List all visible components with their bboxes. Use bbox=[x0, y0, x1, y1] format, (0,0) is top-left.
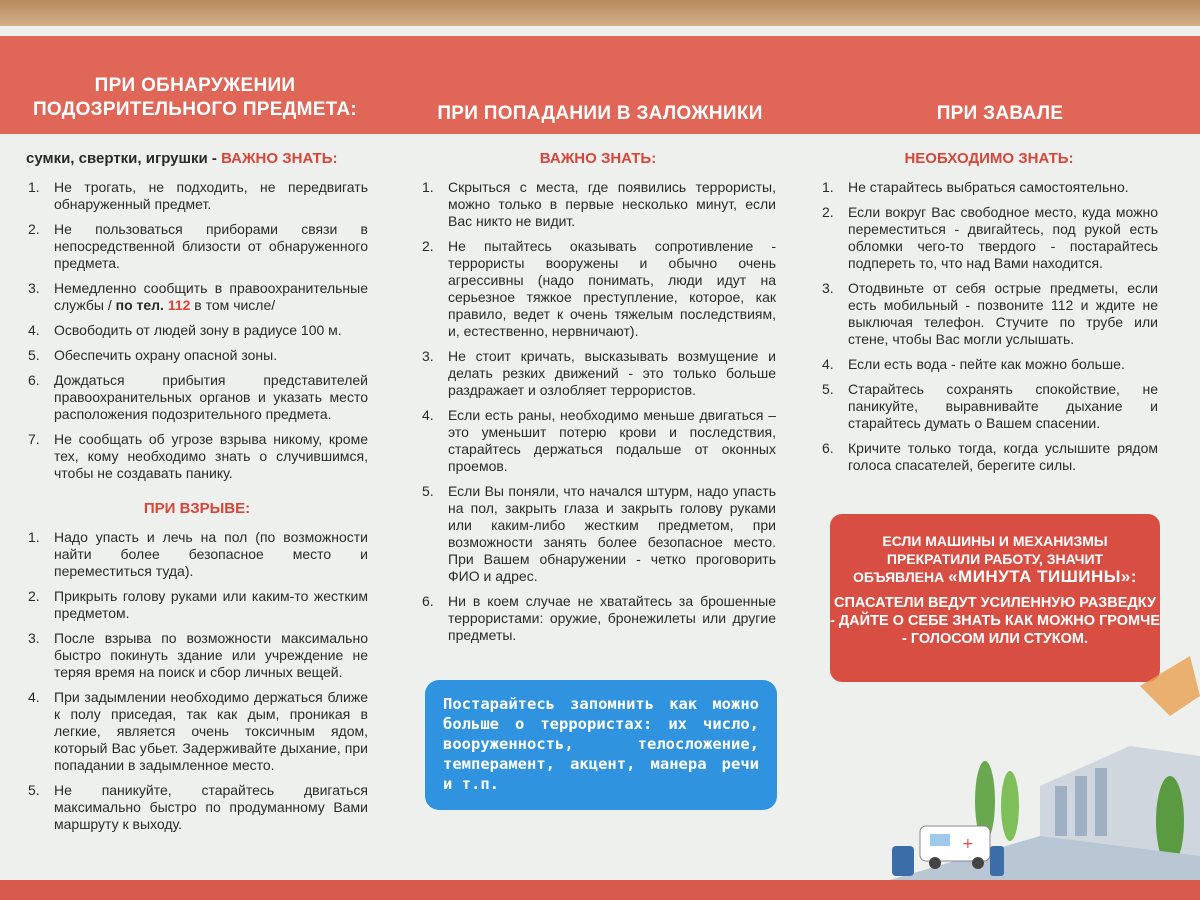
list-item: 2. Если вокруг Вас свободное место, куда можно переместиться - двигайтесь, под рукой есть обломки чего-то твердого - постарайтесь подпереть то, что над Вами находится. bbox=[822, 204, 1158, 271]
leaflet bbox=[0, 26, 1200, 900]
list-item: 2. Не пытайтесь оказывать сопротивление - террористы вооружены и обычно очень агрессивны (надо понимать, люди идут на серьезное тяжкое преступление, которое, как правило, ведет к очень тяжелым последствиям, и, естественно, нервничают). bbox=[422, 238, 776, 339]
col1-intro-highlight: ВАЖНО ЗНАТЬ: bbox=[221, 150, 338, 167]
col3-title: ПРИ ЗАВАЛЕ bbox=[936, 103, 1064, 124]
fire-icon bbox=[1140, 656, 1200, 716]
red-box-line3: ОБЪЯВЛЕНА «МИНУТА ТИШИНЫ»: bbox=[852, 567, 1138, 586]
list-item: 3. Отодвиньте от себя острые предметы, если есть мобильный - позвоните 112 и ждите не выключая телефон. Стучите по трубе или стене, чтобы Вас могли услышать. bbox=[822, 280, 1158, 347]
list-item: 3. Немедленно сообщить в правоохранительные службы / по тел. 112 в том числе/ bbox=[28, 280, 368, 313]
list-item: 5. Не паникуйте, старайтесь двигаться максимально быстро по продуманному Вами маршруту к выходу. bbox=[28, 782, 368, 832]
list-item: 4. Освободить от людей зону в радиусе 100 м. bbox=[28, 322, 342, 338]
list-item: 3. Не стоит кричать, высказывать возмущение и делать резких движений - это только больше раздражает и озлобляет террористов. bbox=[422, 348, 776, 398]
col2-subhead: ВАЖНО ЗНАТЬ: bbox=[539, 150, 657, 167]
rescue-scene-illustration bbox=[890, 656, 1200, 880]
list-item: 3. После взрыва по возможности максимально быстро покинуть здание или учреждение не теряя время на поиск и сбор личных вещей. bbox=[28, 630, 368, 680]
list-item: 5. Старайтесь сохранять спокойствие, не паникуйте, выравнивайте дыхание и старайтесь думать о Вашем спасении. bbox=[822, 381, 1158, 431]
explosion-title: ПРИ ВЗРЫВЕ: bbox=[143, 500, 251, 517]
svg-text:+: + bbox=[962, 836, 974, 852]
list-item: 4. Если есть раны, необходимо меньше двигаться – это уменьшит потерю крови и последствия, старайтесь держаться подальше от оконных проемов. bbox=[422, 407, 776, 474]
red-box-rescuers-text: СПАСАТЕЛИ ВЕДУТ УСИЛЕННУЮ РАЗВЕДКУ - ДАЙТЕ О СЕБЕ ЗНАТЬ КАК МОЖНО ГРОМЧЕ - ГОЛОСОМ ИЛИ СТУКОМ. bbox=[830, 595, 1160, 647]
header-band bbox=[0, 36, 1200, 134]
red-box-line2: ПРЕКРАТИЛИ РАБОТУ, ЗНАЧИТ bbox=[886, 551, 1104, 567]
explosion-list bbox=[26, 529, 368, 833]
tree-icon bbox=[1001, 771, 1019, 841]
list-item: 6. Кричите только тогда, когда услышите рядом голоса спасателей, берегите силы. bbox=[822, 440, 1158, 473]
column-collapse bbox=[820, 150, 1158, 482]
list-item: 5. Обеспечить охрану опасной зоны. bbox=[28, 347, 278, 363]
list-item: 4. При задымлении необходимо держаться ближе к полу приседая, так как дым, проникая в легкие, является очень токсичным ядом, который Вас убьет. Задерживайте дыхание, при попадании в задымленное место. bbox=[28, 689, 368, 773]
list-item: 1. Не трогать, не подходить, не передвигать обнаруженный предмет. bbox=[28, 179, 368, 212]
list-item: 1. Не старайтесь выбраться самостоятельно. bbox=[822, 179, 1129, 195]
col2-title: ПРИ ПОПАДАНИИ В ЗАЛОЖНИКИ bbox=[437, 103, 763, 124]
col3-list bbox=[820, 179, 1158, 474]
bottom-band bbox=[0, 880, 1200, 900]
list-item: 7. Не сообщать об угрозе взрыва никому, кроме тех, кому необходимо знать о случившимся, чтобы не создавать панику. bbox=[28, 431, 368, 481]
list-item: 2. Не пользоваться приборами связи в непосредственной близости от обнаруженного предмета. bbox=[28, 221, 368, 271]
rescuer-icon bbox=[892, 846, 914, 876]
list-item: 4. Если есть вода - пейте как можно больше. bbox=[822, 356, 1125, 372]
list-item: 5. Если Вы поняли, что начался штурм, надо упасть на пол, закрыть глаза и закрыть голову руками или каким-либо жестким предметом, при возможности занять более безопасное место. При Вашем обнаружении - четко проговорить ФИО и адрес. bbox=[422, 483, 776, 584]
remember-terrorists-box: Постарайтесь запомнить как можно больше о террористах: их число, вооруженность, телосложение, темперамент, акцент, манера речи и т.п. bbox=[425, 680, 777, 810]
column-suspicious-object bbox=[26, 150, 368, 841]
list-item: 6. Дождаться прибытия представителей правоохранительных органов и указать место расположения подозрительного предмета. bbox=[28, 372, 368, 422]
col2-list bbox=[420, 179, 776, 644]
col1-intro-prefix: сумки, свертки, игрушки - bbox=[26, 150, 222, 167]
column-hostages bbox=[420, 150, 776, 652]
red-box-line1: ЕСЛИ МАШИНЫ И МЕХАНИЗМЫ bbox=[882, 533, 1108, 549]
rescuer-icon bbox=[990, 846, 1004, 876]
list-item: 6. Ни в коем случае не хватайтесь за брошенные террористами: оружие, бронежилеты или другие предметы. bbox=[422, 593, 776, 643]
col1-intro bbox=[26, 150, 368, 167]
list-item: 1. Скрыться с места, где появились террористы, можно только в первые несколько минут, если Вас никто не видит. bbox=[422, 179, 776, 229]
col3-subhead: НЕОБХОДИМО ЗНАТЬ: bbox=[904, 150, 1074, 167]
list-item: 1. Надо упасть и лечь на пол (по возможности найти более безопасное место и переместиться туда). bbox=[28, 529, 368, 579]
list-item: 2. Прикрыть голову руками или каким-то жестким предметом. bbox=[28, 588, 368, 621]
col1-list bbox=[26, 179, 368, 482]
col1-title: ПРИ ОБНАРУЖЕНИИ ПОДОЗРИТЕЛЬНОГО ПРЕДМЕТА: bbox=[32, 75, 358, 120]
